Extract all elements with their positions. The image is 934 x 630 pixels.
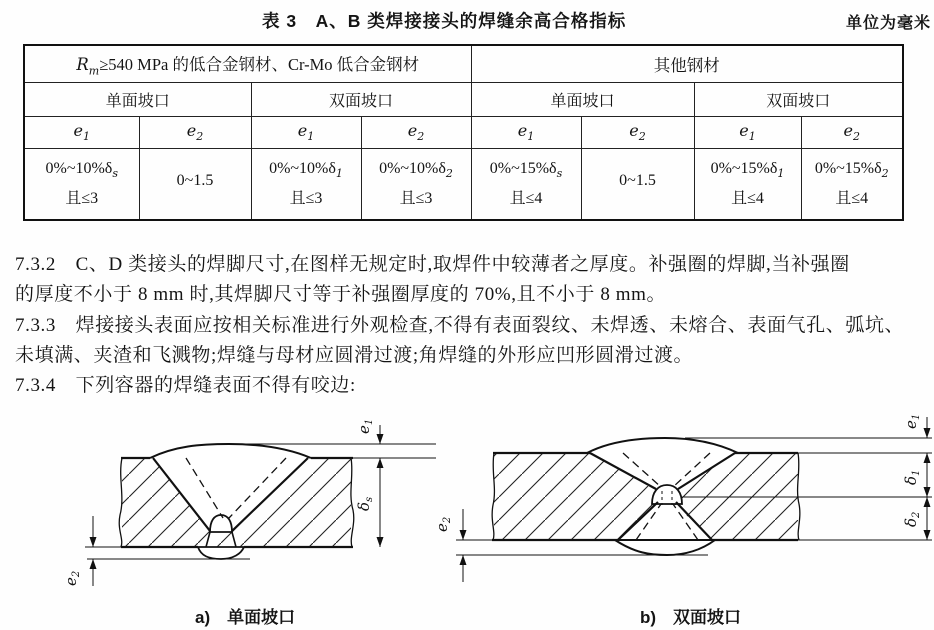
subheader-single-groove-1: 单面坡口 xyxy=(24,83,251,117)
e-header: $e_2$ xyxy=(139,117,251,149)
group-header-text: ≥540 MPa 的低合金钢材、Cr-Mo 低合金钢材 xyxy=(99,54,420,74)
paragraph-7-3-4 xyxy=(15,371,930,401)
e-header: $e_1$ xyxy=(694,117,801,149)
paragraph-line: 7.3.2 C、D 类接头的焊脚尺寸,在图样无规定时,取焊件中较薄者之厚度。补强圈的焊脚,当补强圈 xyxy=(15,254,850,275)
limit-cell: $0\%\sim 10\%\delta_1$ 且≤3 xyxy=(251,149,361,221)
e-header: $e_1$ xyxy=(471,117,581,149)
weld-reinforcement-table xyxy=(23,44,904,221)
dim-label-delta-1: $\delta_1$ xyxy=(902,469,922,485)
e-header: $e_1$ xyxy=(251,117,361,149)
table-row-limits xyxy=(24,149,903,221)
dim-label-e1: $e_1$ xyxy=(902,413,922,429)
e-header: $e_2$ xyxy=(361,117,471,149)
table-row-steel-groups xyxy=(24,45,903,83)
table-row-groove-types xyxy=(24,83,903,117)
caption-figure-b: b) 双面坡口 xyxy=(640,608,742,627)
table-row-e-symbols xyxy=(24,117,903,149)
paragraph-7-3-3 xyxy=(15,311,930,371)
table-title: 表 3 A、B 类焊接接头的焊缝余高合格指标 xyxy=(262,11,627,31)
paragraph-7-3-2 xyxy=(15,250,930,310)
e-header: $e_2$ xyxy=(801,117,903,149)
subheader-double-groove-1: 双面坡口 xyxy=(251,83,471,117)
bottom-cap xyxy=(615,540,715,555)
group-header-other-steels: 其他钢材 xyxy=(471,45,903,83)
paragraph-line: 7.3.3 焊接接头表面应按相关标准进行外观检查,不得有表面裂纹、未焊透、未熔合、表面气孔、弧坑、 xyxy=(15,315,905,336)
subheader-double-groove-2: 双面坡口 xyxy=(694,83,903,117)
limit-cell: $0\%\sim 10\%\delta_s$ 且≤3 xyxy=(24,149,139,221)
paragraph-line: 7.3.4 下列容器的焊缝表面不得有咬边: xyxy=(15,375,356,396)
e-header: $e_2$ xyxy=(581,117,694,149)
group-header-low-alloy xyxy=(24,45,471,83)
caption-figure-a: a) 单面坡口 xyxy=(195,608,296,627)
e-header: $e_1$ xyxy=(24,117,139,149)
paragraph-line: 的厚度不小于 8 mm 时,其焊脚尺寸等于补强圈厚度的 70%,且不小于 8 mm。 xyxy=(15,284,667,305)
limit-cell: $0\%\sim 10\%\delta_2$ 且≤3 xyxy=(361,149,471,221)
dim-label-delta-s: $\delta_s$ xyxy=(355,496,375,511)
subheader-single-groove-2: 单面坡口 xyxy=(471,83,694,117)
rm-symbol: R xyxy=(76,54,89,74)
limit-cell: $0\%\sim 15\%\delta_s$ 且≤4 xyxy=(471,149,581,221)
dim-label-e2: $e_2$ xyxy=(433,516,453,532)
limit-cell: 0~1.5 xyxy=(139,149,251,221)
dim-label-e2: $e_2$ xyxy=(62,570,82,586)
figure-double-groove-diagram xyxy=(430,405,934,605)
limit-cell: 0~1.5 xyxy=(581,149,694,221)
rm-subscript: m xyxy=(88,64,100,78)
limit-cell: $0\%\sim 15\%\delta_2$ 且≤4 xyxy=(801,149,903,221)
dim-label-e1: $e_1$ xyxy=(355,418,375,434)
root-bead xyxy=(198,547,244,559)
dim-label-delta-2: $\delta_2$ xyxy=(902,511,922,527)
limit-cell: $0\%\sim 15\%\delta_1$ 且≤4 xyxy=(694,149,801,221)
plate-break-edge-left xyxy=(119,458,122,547)
unit-note: 单位为毫米 xyxy=(845,15,931,32)
paragraph-line: 未填满、夹渣和飞溅物;焊缝与母材应圆滑过渡;角焊缝的外形应凹形圆滑过渡。 xyxy=(15,345,694,366)
figure-single-groove-diagram xyxy=(60,405,440,605)
plate-break-edge-right xyxy=(351,458,354,547)
